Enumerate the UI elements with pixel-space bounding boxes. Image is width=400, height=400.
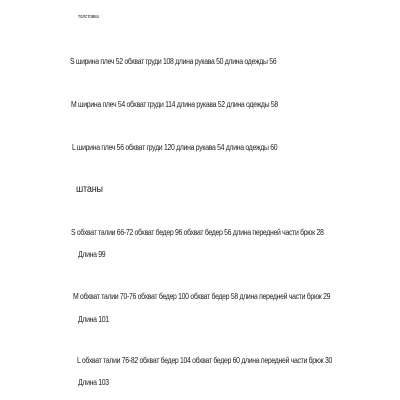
sweatshirt-size-l-row: L ширина плеч 56 обхват груди 120 длина рукава 54 длина одежды 60 bbox=[72, 143, 278, 152]
pants-size-l-row: L обхват талии 76-82 обхват бедер 104 обхват бедер 60 длина передней части брюк 30 bbox=[77, 356, 333, 365]
pants-size-s-row: S обхват талии 66-72 обхват бедер 96 обхват бедер 56 длина передней части брюк 28 bbox=[71, 228, 324, 237]
sweatshirt-heading: толстовка bbox=[78, 14, 99, 20]
pants-size-m-length: Длина 101 bbox=[78, 315, 109, 324]
pants-size-s-length: Длина 99 bbox=[78, 250, 106, 259]
pants-size-l-length: Длина 103 bbox=[78, 378, 109, 387]
sweatshirt-size-m-row: M ширина плеч 54 обхват груди 114 длина рукава 52 длина одежды 58 bbox=[71, 100, 278, 109]
pants-heading: штаны bbox=[76, 184, 103, 195]
sweatshirt-size-s-row: S ширина плеч 52 обхват груди 108 длина рукава 50 длина одежды 56 bbox=[70, 57, 277, 66]
pants-size-m-row: M обхват талии 70-76 обхват бедер 100 обхват бедер 58 длина передней части брюк 29 bbox=[73, 292, 331, 301]
